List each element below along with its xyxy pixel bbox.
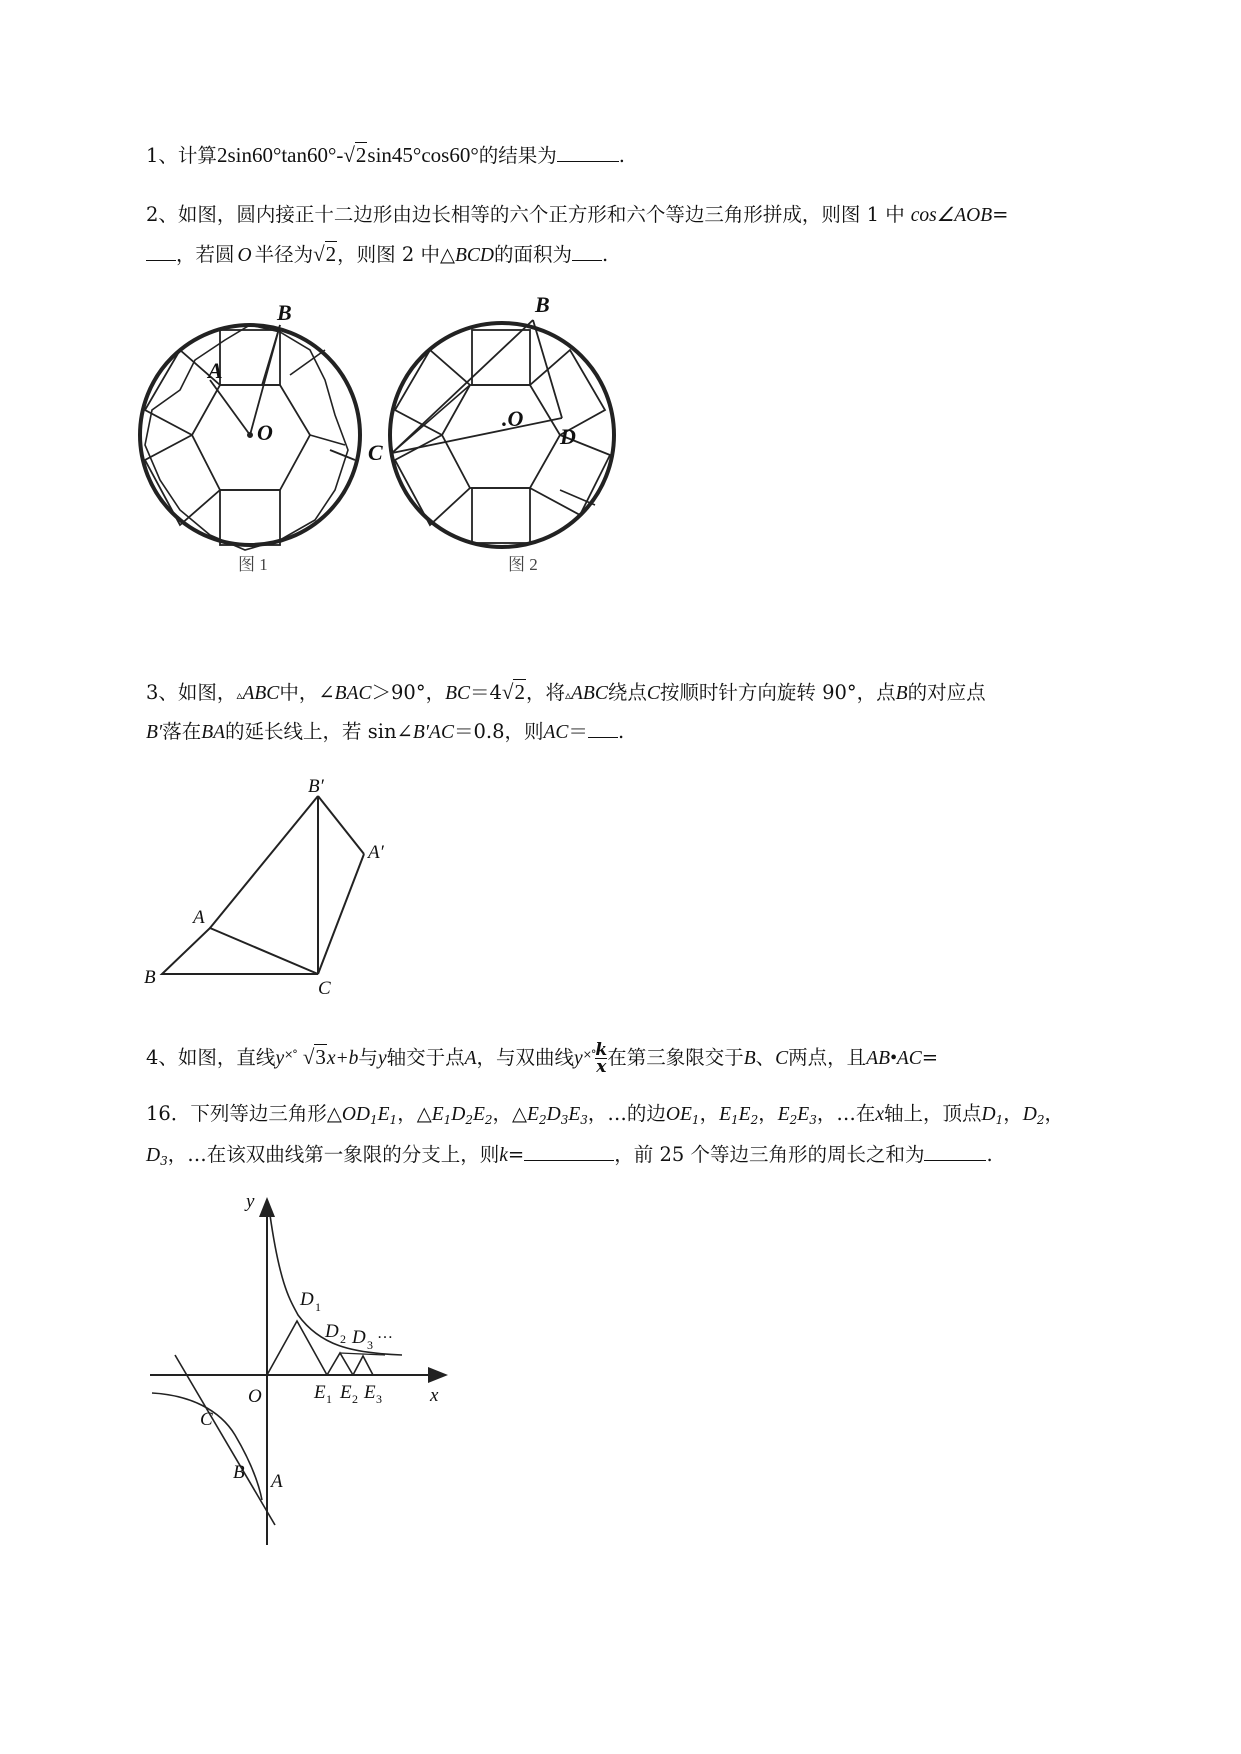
svg-text:D: D (352, 1327, 366, 1348)
q2-figures (140, 292, 700, 650)
q2-answer-blank-1[interactable] (146, 242, 176, 261)
fig2-segment-CD (392, 418, 562, 453)
q4-label-D2 (324, 1321, 346, 1346)
fig1-segment-OA (210, 380, 250, 435)
fig2-label-C: C (368, 440, 383, 465)
q4-label-x: x (430, 1385, 439, 1406)
q3-label-B-prime: B′ (308, 776, 324, 797)
q3-segment-AB-prime (210, 796, 318, 928)
q3-label-A: A (193, 907, 205, 928)
question-3-line-2: B′落在BA的延长线上，若 sin∠B′AC＝0.8，则AC＝ . (146, 720, 625, 743)
svg-text:1: 1 (315, 1300, 321, 1314)
q1-tail: 的结果为 (478, 144, 557, 167)
q4-label-D1 (299, 1289, 321, 1314)
q2-sqrt: √2 (313, 242, 337, 266)
q3-answer-blank[interactable] (588, 719, 618, 738)
q4-label-dots: … (377, 1325, 393, 1342)
fig2-label-B: B (535, 292, 550, 317)
svg-text:2: 2 (340, 1332, 346, 1346)
fig1-label-B: B (277, 300, 292, 325)
q3-sqrt: √2 (501, 680, 525, 704)
q1-expr-b: sin45°cos60° (367, 143, 479, 167)
svg-text:1: 1 (326, 1392, 332, 1406)
q1-number: 1、 (146, 144, 178, 167)
q4-answer-blank-1[interactable] (524, 1142, 614, 1161)
q3-label-B: B (144, 967, 156, 988)
fig2-segment-CB (392, 320, 533, 453)
q2-answer-blank-2[interactable] (572, 242, 602, 261)
q4-answer-blank-2[interactable] (924, 1142, 986, 1161)
q2-cos-expr: cos∠AOB (910, 205, 993, 226)
q4-label-B: B (233, 1462, 245, 1483)
q1-expr-a: 2sin60°tan60°- (216, 143, 344, 167)
svg-text:E: E (364, 1382, 376, 1403)
q1-answer-blank[interactable] (557, 143, 619, 162)
question-4-line-3: $D_3$，…在该双曲线第一象限的分支上，则k= ，前 25 个等边三角形的周长之和为 . (146, 1143, 993, 1168)
svg-text:2: 2 (352, 1392, 358, 1406)
q4-sqrt: √3 (302, 1045, 326, 1069)
q4-line (175, 1355, 275, 1525)
q3-label-A-prime: A′ (368, 842, 384, 863)
svg-text:E: E (340, 1382, 352, 1403)
q3-triangle-ABC (162, 928, 318, 974)
svg-text:3: 3 (367, 1338, 373, 1352)
q4-figure (140, 1191, 460, 1555)
question-2-line-2: ，若圆 O 半径为√2，则图 2 中△BCD的面积为 . (146, 234, 1156, 276)
q4-label-A: A (271, 1471, 283, 1492)
fig2-caption: 图 2 (508, 555, 538, 574)
fig1-square-bottom (220, 490, 280, 545)
q3-segment-B-prime-A-prime (318, 796, 364, 854)
question-3-line-1: 3、如图，▵ABC中，∠BAC＞90°，BC＝4√2，将▵ABC绕点C按顺时针方向旋转 90°，点B的对应点 (146, 672, 1156, 715)
q4-label-E2 (339, 1382, 358, 1406)
q4-label-D3 (351, 1327, 373, 1352)
fig2-label-D: D (560, 424, 576, 449)
svg-text:3: 3 (376, 1392, 382, 1406)
q3-figure (140, 770, 400, 1000)
q3-segment-A-prime-C (318, 854, 364, 974)
question-2-line-1: 2、如图，圆内接正十二边形由边长相等的六个正方形和六个等边三角形拼成，则图 1 中 cos∠AOB= (146, 203, 1009, 226)
svg-text:E: E (314, 1382, 326, 1403)
q1-lead: 计算 (177, 144, 217, 167)
q1-sqrt: √2 (343, 143, 367, 167)
svg-text:D: D (300, 1289, 314, 1310)
svg-text:D: D (325, 1321, 339, 1342)
q3-label-C: C (318, 978, 331, 999)
q4-triangle-1 (267, 1321, 327, 1375)
q4-label-C: C (200, 1409, 213, 1430)
q4-triangle-2 (327, 1353, 353, 1375)
question-4-line-1: 4、如图，直线y×° √3x+b与y轴交于点A，与双曲线y×° $\frac{k}{x}$ 在第三象限交于B、C两点，且AB•AC= (146, 1035, 1156, 1079)
q4-label-y: y (246, 1191, 255, 1212)
fig2-label-O: .O (502, 406, 524, 431)
question-4-line-2: 16．下列等边三角形$\triangle OD_1E_1$，$\triangle E_1D_2E_2$，$\triangle E_2D_3E_3$，…的边$OE_1$，$E_1E_2$，$E_2E_3$，…在x轴上，顶点$D_1$，$D_2$， (146, 1102, 1065, 1127)
question-1: 1、计算2sin60°tan60°-√2sin45°cos60°的结果为 . (146, 135, 1156, 176)
q4-fraction: $\frac{k}{x}$ (595, 1040, 608, 1077)
q4-label-O: O (248, 1386, 262, 1407)
fig1-label-A: A (208, 358, 223, 383)
fig1-caption: 图 1 (238, 555, 268, 574)
q4-label-E3 (363, 1382, 382, 1406)
q2-text: 如图，圆内接正十二边形由边长相等的六个正方形和六个等边三角形拼成，则图 1 中 (177, 203, 905, 226)
q4-triangle-3 (353, 1356, 373, 1375)
fig2-inner-hexagon (442, 385, 560, 488)
q4-label-E1 (313, 1382, 332, 1406)
fig1-label-O: O (257, 420, 273, 445)
